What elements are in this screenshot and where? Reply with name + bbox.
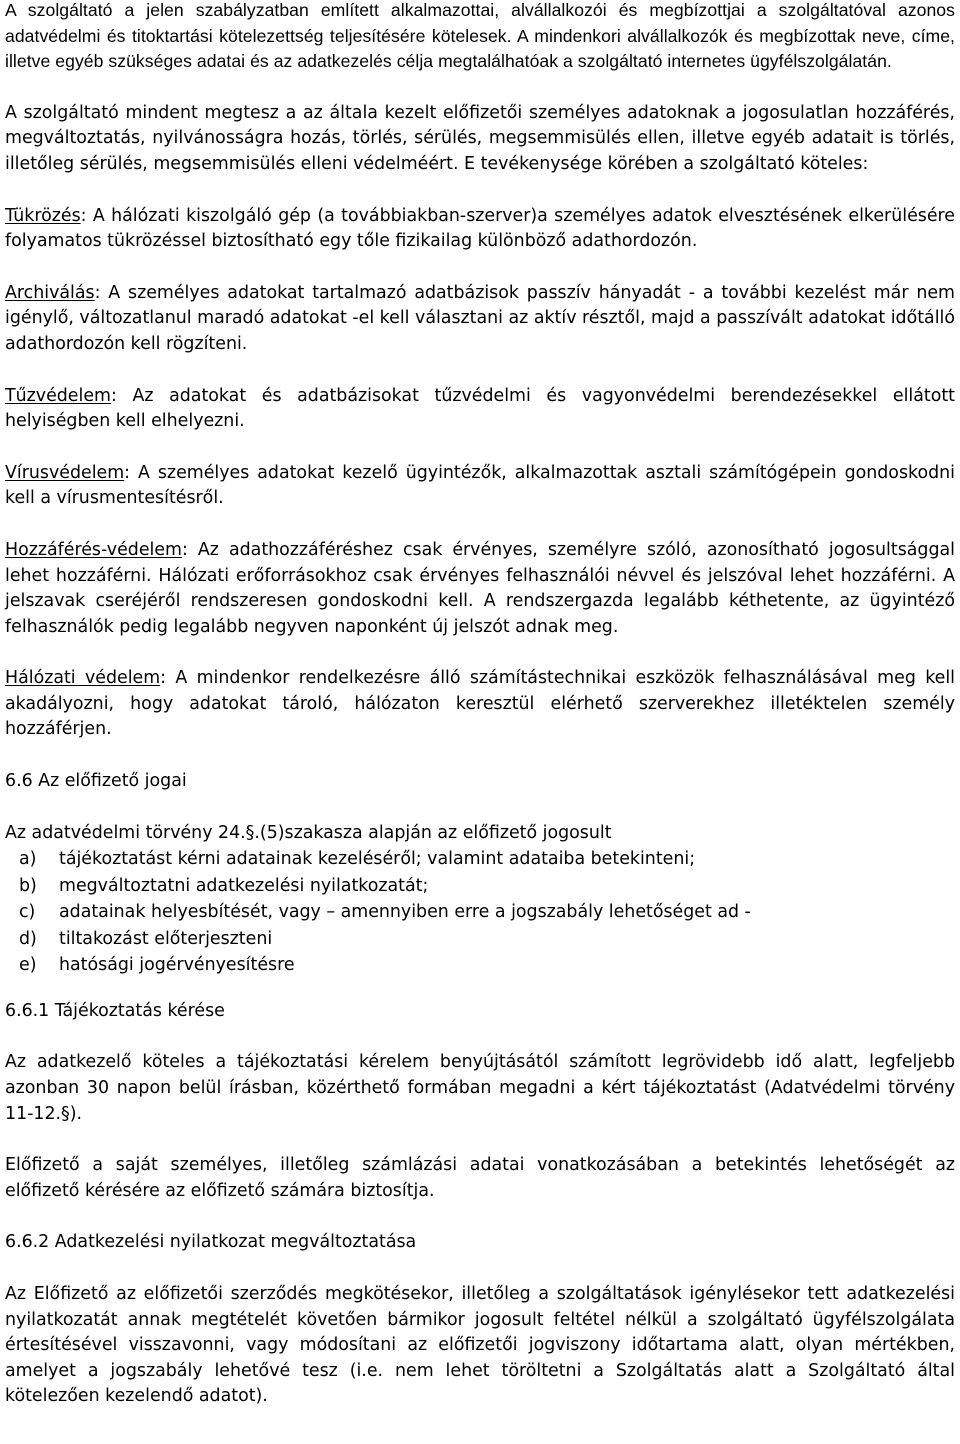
measure-text: : A mindenkor rendelkezésre álló számítástechnikai eszközök felhasználásával meg kell akadályozni, hogy adatokat tároló, hálózaton keresztül elérhető szerverekhez illetéktelen személy hozzáférjen. <box>5 668 956 740</box>
section-heading-6-6-2: 6.6.2 Adatkezelési nyilatkozat megváltoztatása <box>5 1232 417 1253</box>
measure-term: Tükrözés <box>5 205 81 226</box>
list-item-text: adatainak helyesbítését, vagy – amennyiben erre a jogszabály lehetőséget ad - <box>59 902 751 923</box>
list-item-letter: d) <box>19 928 37 949</box>
inspection-paragraph: Előfizető a saját személyes, illetőleg számlázási adatai vonatkozásában a betekintés lehetőségét az előfizető kérésére az előfizető számára biztosítja. <box>5 1155 955 1201</box>
list-item <box>19 952 955 979</box>
measure-access-protection <box>5 538 955 640</box>
measure-text: : A személyes adatokat kezelő ügyintézők, alkalmazottak asztali számítógépein gondoskodni kell a vírusmentesítésről. <box>5 462 955 509</box>
measure-term: Archiválás <box>5 282 95 303</box>
rights-lead: Az adatvédelmi törvény 24.§.(5)szakasza alapján az előfizető jogosult <box>5 822 612 843</box>
list-item <box>19 846 955 873</box>
measure-term: Hozzáférés-védelem <box>5 539 182 560</box>
list-item-letter: c) <box>19 902 36 923</box>
measure-text: : Az adatokat és adatbázisokat tűzvédelmi és vagyonvédelmi berendezésekkel ellátott helyiségben kell elhelyezni. <box>5 385 955 432</box>
measure-text: : A személyes adatokat tartalmazó adatbázisok passzív hányadát - a további kezelést már nem igénylő, változatlanul maradó adatokat -el kell választani az aktív résztől, majd a passzívált adatokat időtálló adathordozón kell rögzíteni. <box>5 282 955 354</box>
declaration-change-paragraph: Az Előfizető az előfizetői szerződés megkötésekor, illetőleg a szolgáltatások igénylésekor tett adatkezelési nyilatkozatát annak megtételét követően bármikor jogosult feltétel nélkül a szolgáltató ügyfélszolgálata értesítésével visszavonni, vagy módosítani az előfizetői jogviszony időtartama alatt, olyan mértékben, amelyet a jogszabály lehetővé tesz (i.e. nem lehet töröltetni a Szolgáltatás alatt a Szolgáltató által kötelezően kezelendő adatot). <box>5 1283 955 1407</box>
list-item-text: tiltakozást előterjeszteni <box>59 928 273 949</box>
list-item-letter: e) <box>19 955 37 976</box>
list-item-letter: b) <box>19 875 37 896</box>
measure-archiving <box>5 281 955 358</box>
measure-term: Vírusvédelem <box>5 462 125 483</box>
measure-mirroring <box>5 204 955 255</box>
list-item-text: megváltoztatni adatkezelési nyilatkozatát; <box>59 875 429 896</box>
list-item <box>19 926 955 953</box>
measure-fire-protection <box>5 384 955 435</box>
list-item <box>19 873 955 900</box>
list-item-text: hatósági jogérvényesítésre <box>59 955 295 976</box>
measure-text: : Az adathozzáféréshez csak érvényes, személyre szóló, azonosítható jogosultsággal lehet hozzáférni. Hálózati erőforrásokhoz csak érvényes felhasználói névvel és jelszóval lehet hozzáférni. A jelszavak cseréjéről rendszeresen gondoskodni kell. A rendszergazda legalább kéthetente, az ügyintéző felhasználók pedig legalább negyven naponként új jelszót adnak meg. <box>5 539 955 637</box>
protection-paragraph: A szolgáltató mindent megtesz a az általa kezelt előfizetői személyes adatoknak a jogosulatlan hozzáférés, megváltoztatás, nyilvánosságra hozás, törlés, sérülés, megsemmisülés ellen, illetve egyéb adatait is törlés, illetőleg sérülés, megsemmisülés elleni védelméért. E tevékenysége körében a szolgáltató köteles: <box>5 102 955 174</box>
rights-list <box>5 846 955 979</box>
measure-virus-protection <box>5 461 955 512</box>
measure-network-protection <box>5 666 955 743</box>
document-page <box>5 0 955 1410</box>
section-heading-6-6-1: 6.6.1 Tájékoztatás kérése <box>5 1000 225 1021</box>
info-request-paragraph: Az adatkezelő köteles a tájékoztatási kérelem benyújtásától számított legrövidebb idő alatt, legfeljebb azonban 30 napon belül írásban, közérthető formában megadni a kért tájékoztatást (Adatvédelmi törvény 11-12.§). <box>5 1052 955 1124</box>
measure-term: Hálózati védelem <box>5 668 161 689</box>
intro-paragraph: A szolgáltató a jelen szabályzatban említett alkalmazottai, alvállalkozói és megbízottjai a szolgáltatóval azonos adatvédelmi és titoktartási kötelezettség teljesítésére kötelesek. A mindenkori alvállalkozók és megbízottak neve, címe, illetve egyéb szükséges adatai és az adatkezelés célja megtalálhatóak a szolgáltató internetes ügyfélszolgálatán. <box>5 0 955 72</box>
measure-term: Tűzvédelem <box>5 385 111 406</box>
list-item-letter: a) <box>19 849 37 870</box>
measure-text: : A hálózati kiszolgáló gép (a továbbiakban-szerver)a személyes adatok elvesztésének elkerülésére folyamatos tükrözéssel biztosítható egy tőle fizikailag különböző adathordozón. <box>5 205 955 252</box>
section-heading-6-6: 6.6 Az előfizető jogai <box>5 771 187 792</box>
list-item <box>19 899 955 926</box>
list-item-text: tájékoztatást kérni adatainak kezeléséről; valamint adataiba betekinteni; <box>59 849 696 870</box>
